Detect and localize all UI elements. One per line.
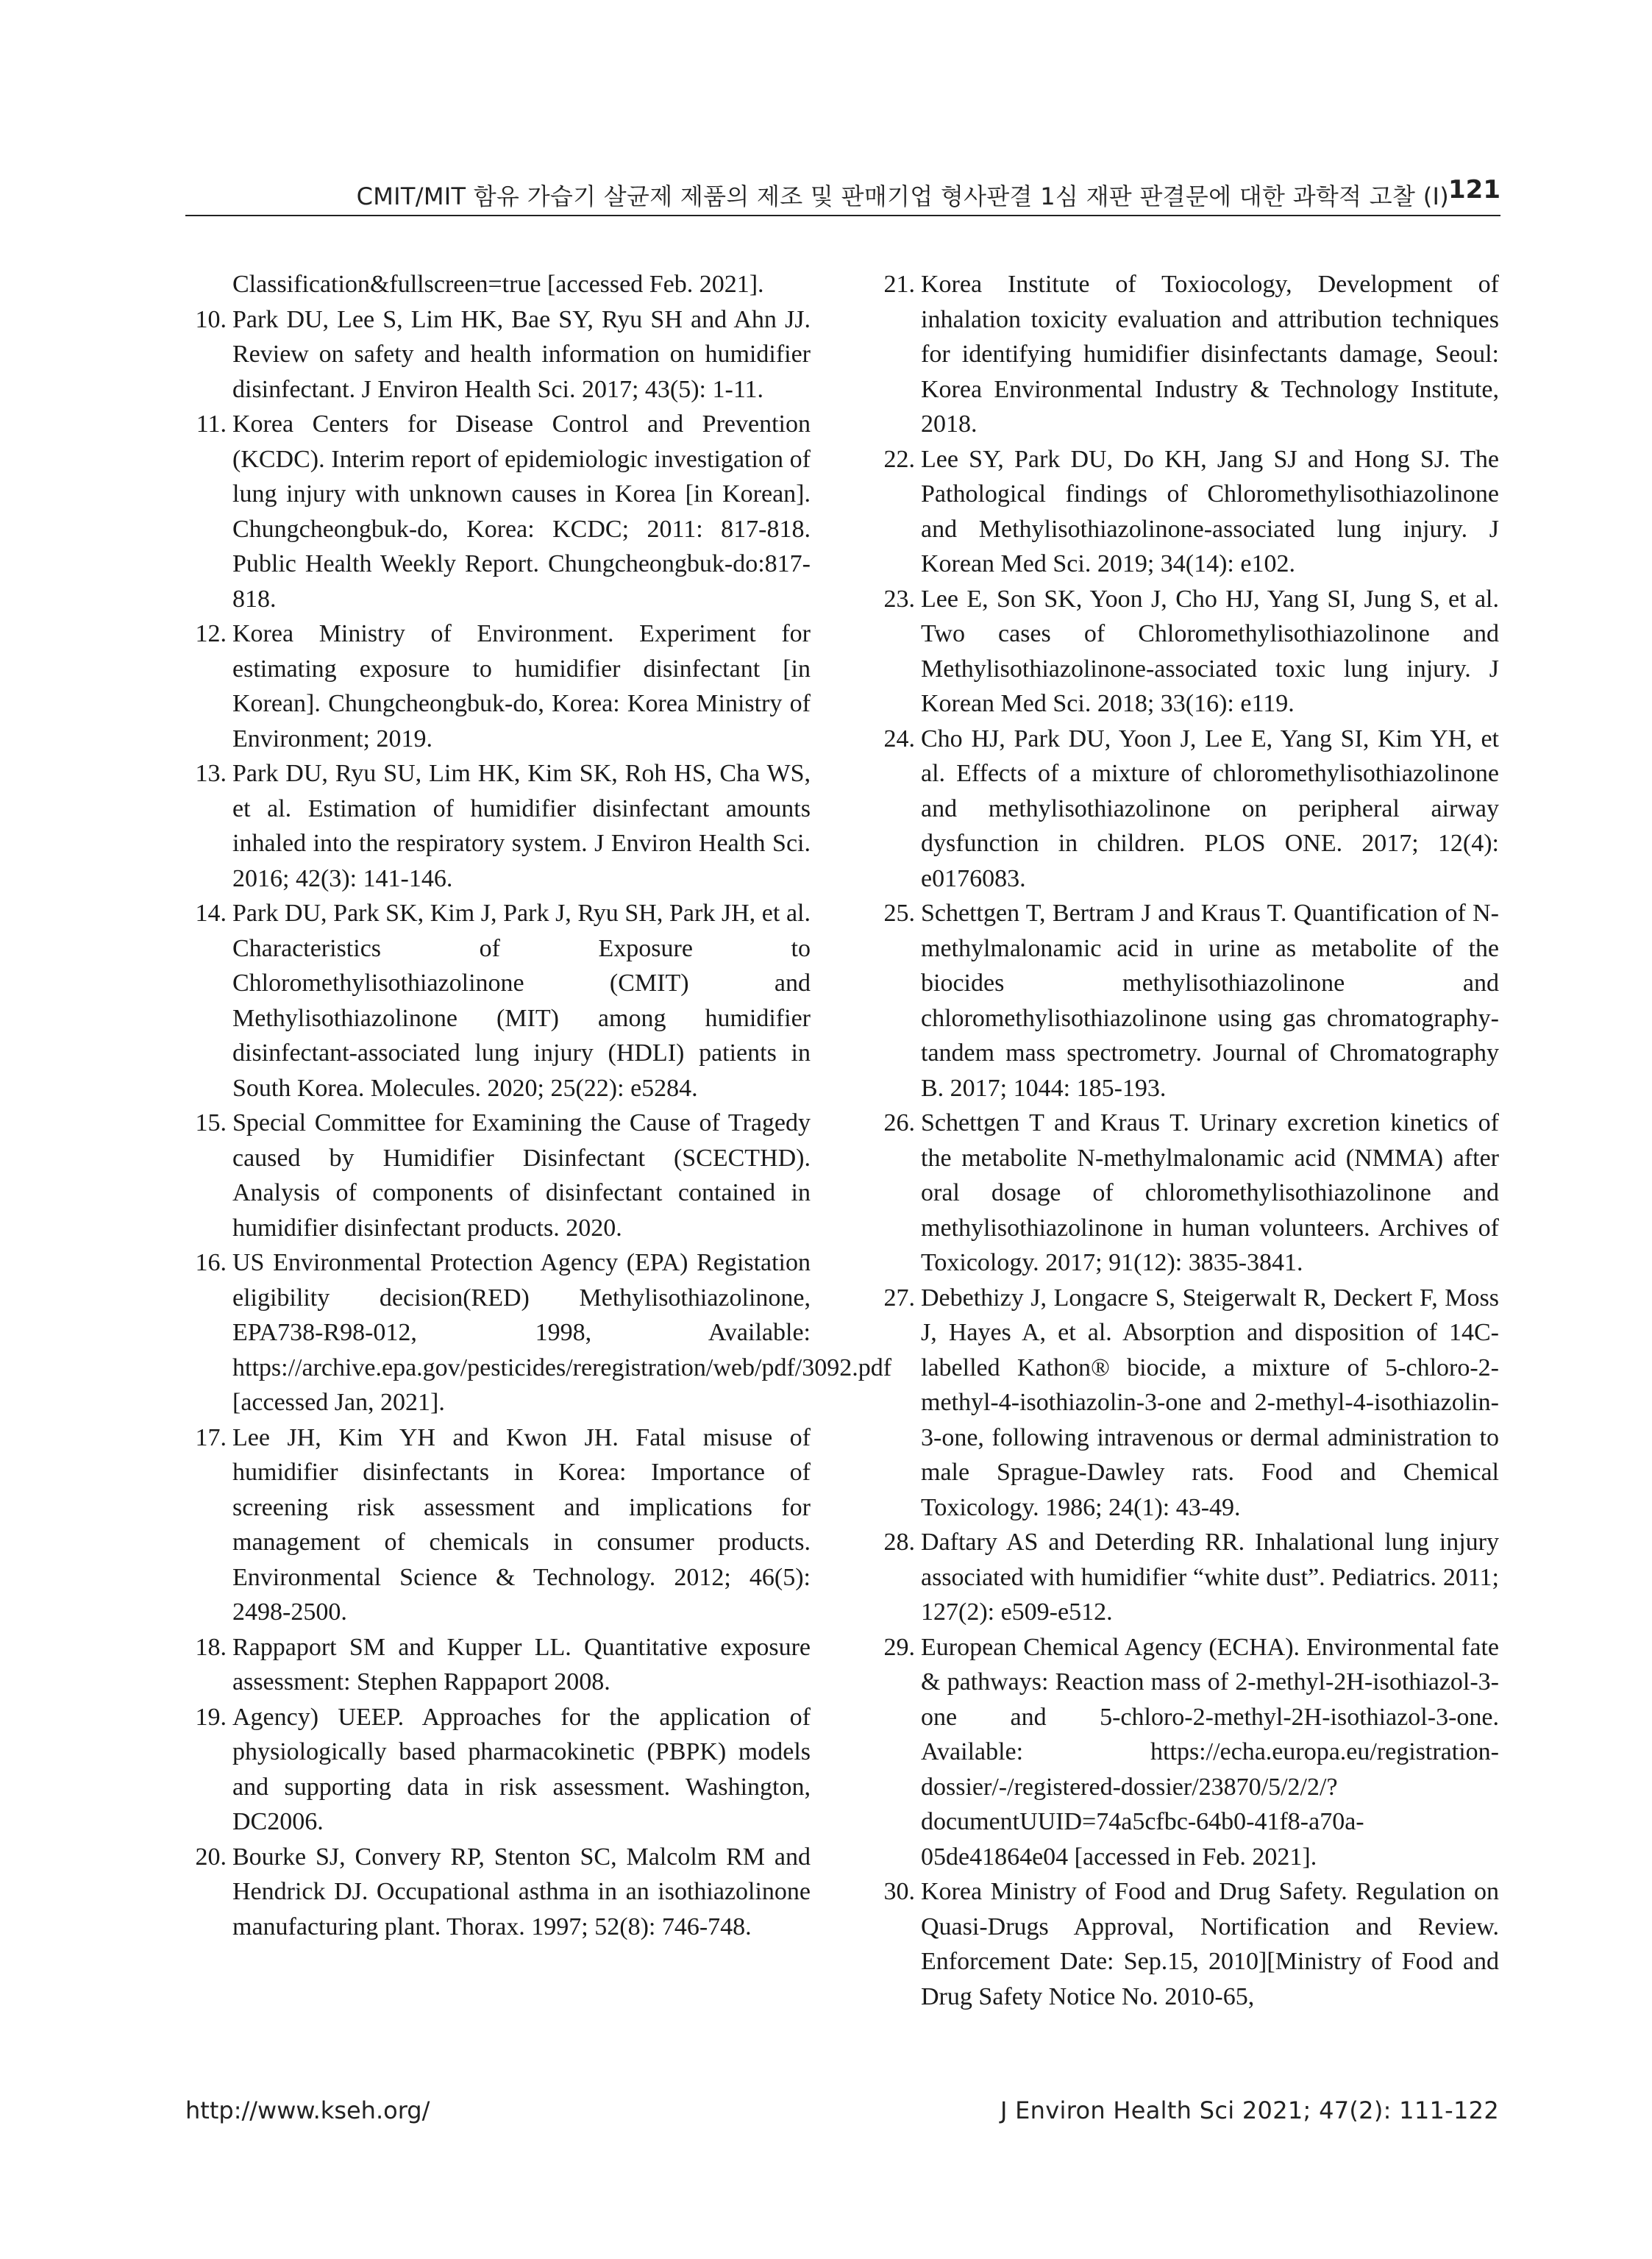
reference-number: 28. <box>883 1529 915 1556</box>
reference-number: 29. <box>883 1633 915 1661</box>
reference-number: 18. <box>195 1633 227 1661</box>
reference-text: Schettgen T and Kraus T. Urinary excretion kinetics of the metabolite N-methylmalonamic acid (NMMA) after oral dosage of chloromethylisothiazolinone and methylisothiazolinone in human volunteers. Archives of Toxicology. 2017; 91(12): 3835-3841. <box>921 1109 1499 1276</box>
reference-number: 11. <box>196 410 227 438</box>
reference-number: 26. <box>883 1109 915 1136</box>
reference-number: 21. <box>883 271 915 298</box>
footer-citation: J Environ Health Sci 2021; 47(2): 111-122 <box>1000 2096 1499 2124</box>
reference-number: 13. <box>195 760 227 787</box>
reference-number: 27. <box>883 1284 915 1312</box>
reference-item <box>185 756 811 896</box>
reference-item <box>185 896 811 1106</box>
reference-item <box>185 1630 811 1700</box>
reference-text: Korea Ministry of Food and Drug Safety. Regulation on Quasi-Drugs Approval, Nortification and Review. Enforcement Date: Sep.15, 2010][Ministry of Food and Drug Safety Notice No. 2010-65, <box>921 1878 1499 2010</box>
reference-text: European Chemical Agency (ECHA). Environmental fate & pathways: Reaction mass of 2-methyl-2H-isothiazol-3-one and 5-chloro-2-methyl-2H-isothiazol-3-one. Available: https://echa.europa.eu/registration-dossier/-/registered-dossier/23870/5/2/2/?documentUUID=74a5cfbc-64b0-41f8-a70a-05de41864e04 [accessed in Feb. 2021]. <box>921 1633 1499 1871</box>
reference-number: 22. <box>883 445 915 473</box>
references-right-column <box>874 267 1499 2014</box>
reference-text: Rappaport SM and Kupper LL. Quantitative exposure assessment: Stephen Rappaport 2008. <box>232 1633 811 1696</box>
footer-url[interactable]: http://www.kseh.org/ <box>185 2096 430 2124</box>
reference-item <box>874 267 1499 442</box>
reference-item <box>185 1420 811 1630</box>
reference-number: 16. <box>195 1249 227 1276</box>
reference-text: Special Committee for Examining the Cause of Tragedy caused by Humidifier Disinfectant (SCECTHD). Analysis of components of disinfectant contained in humidifier disinfectant products. 2020. <box>232 1109 811 1242</box>
reference-number: 14. <box>195 900 227 927</box>
reference-number: 12. <box>195 620 227 647</box>
reference-number: 30. <box>883 1878 915 1905</box>
reference-item <box>185 1840 811 1945</box>
reference-number: 24. <box>883 725 915 753</box>
reference-item <box>874 442 1499 582</box>
reference-item <box>185 302 811 408</box>
reference-item <box>874 1874 1499 2014</box>
reference-text: Debethizy J, Longacre S, Steigerwalt R, Deckert F, Moss J, Hayes A, et al. Absorption and disposition of 14C-labelled Kathon® biocide, a mixture of 5-chloro-2-methyl-4-isothiazolin-3-one and 2-methyl-4-isothiazolin-3-one, following intravenous or dermal administration to male Sprague-Dawley rats. Food and Chemical Toxicology. 1986; 24(1): 43-49. <box>921 1284 1499 1521</box>
reference-text: Bourke SJ, Convery RP, Stenton SC, Malcolm RM and Hendrick DJ. Occupational asthma in an isothiazolinone manufacturing plant. Thorax. 1997; 52(8): 746-748. <box>232 1843 811 1940</box>
reference-text: Korea Centers for Disease Control and Prevention (KCDC). Interim report of epidemiologic investigation of lung injury with unknown causes in Korea [in Korean]. Chungcheongbuk-do, Korea: KCDC; 2011: 817-818. Public Health Weekly Report. Chungcheongbuk-do:817-818. <box>232 410 811 613</box>
reference-number: 20. <box>195 1843 227 1871</box>
reference-text: Schettgen T, Bertram J and Kraus T. Quantification of N-methylmalonamic acid in urine as metabolite of the biocides methylisothiazolinone and chloromethylisothiazolinone using gas chromatography-tandem mass spectrometry. Journal of Chromatography B. 2017; 1044: 185-193. <box>921 900 1499 1102</box>
reference-text: Lee E, Son SK, Yoon J, Cho HJ, Yang SI, Jung S, et al. Two cases of Chloromethylisothiazolinone and Methylisothiazolinone-associated toxic lung injury. J Korean Med Sci. 2018; 33(16): e119. <box>921 585 1499 717</box>
reference-text: Agency) UEEP. Approaches for the application of physiologically based pharmacokinetic (PBPK) models and supporting data in risk assessment. Washington, DC2006. <box>232 1703 811 1835</box>
running-title: CMIT/MIT 함유 가습기 살균제 제품의 제조 및 판매기업 형사판결 1심 재판 판결문에 대한 과학적 고찰 (I) <box>356 182 1449 210</box>
reference-text: US Environmental Protection Agency (EPA) Registation eligibility decision(RED) Methylisothiazolinone, EPA738-R98-012, 1998, Available: https://archive.epa.gov/pesticides/reregistration/web/pdf/3092.pdf [accessed Jan, 2021]. <box>232 1249 892 1416</box>
references-left-column <box>185 267 892 1944</box>
running-header <box>185 174 1500 216</box>
reference-number: 10. <box>195 305 227 333</box>
reference-text: Cho HJ, Park DU, Yoon J, Lee E, Yang SI, Kim YH, et al. Effects of a mixture of chloromethylisothiazolinone and methylisothiazolinone on peripheral airway dysfunction in children. PLOS ONE. 2017; 12(4): e0176083. <box>921 725 1499 892</box>
reference-item <box>874 1281 1499 1526</box>
reference-text: Park DU, Ryu SU, Lim HK, Kim SK, Roh HS, Cha WS, et al. Estimation of humidifier disinfectant amounts inhaled into the respiratory system. J Environ Health Sci. 2016; 42(3): 141-146. <box>232 760 811 892</box>
reference-text: Lee SY, Park DU, Do KH, Jang SJ and Hong SJ. The Pathological findings of Chloromethylisothiazolinone and Methylisothiazolinone-associated lung injury. J Korean Med Sci. 2019; 34(14): e102. <box>921 445 1499 577</box>
reference-item <box>185 1700 811 1840</box>
reference-number: 25. <box>883 900 915 927</box>
reference-text: Classification&fullscreen=true [accessed Feb. 2021]. <box>232 271 764 298</box>
reference-item <box>185 616 811 756</box>
reference-item <box>185 407 811 616</box>
reference-number: 17. <box>195 1423 227 1451</box>
reference-item <box>185 1245 892 1420</box>
reference-number: 19. <box>195 1703 227 1731</box>
page-number: 121 <box>1448 175 1500 204</box>
reference-item <box>185 1106 811 1245</box>
reference-continuation <box>185 267 811 302</box>
reference-item <box>874 896 1499 1106</box>
reference-text: Lee JH, Kim YH and Kwon JH. Fatal misuse of humidifier disinfectants in Korea: Importance of screening risk assessment and implications for management of chemicals in consumer products. Environmental Science & Technology. 2012; 46(5): 2498-2500. <box>232 1423 811 1626</box>
reference-text: Daftary AS and Deterding RR. Inhalational lung injury associated with humidifier “white dust”. Pediatrics. 2011; 127(2): e509-e512. <box>921 1529 1499 1626</box>
reference-text: Park DU, Park SK, Kim J, Park J, Ryu SH, Park JH, et al. Characteristics of Exposure to Chloromethylisothiazolinone (CMIT) and Methylisothiazolinone (MIT) among humidifier disinfectant-associated lung injury (HDLI) patients in South Korea. Molecules. 2020; 25(22): e5284. <box>232 900 811 1102</box>
reference-item <box>874 722 1499 897</box>
reference-text: Park DU, Lee S, Lim HK, Bae SY, Ryu SH and Ahn JJ. Review on safety and health information on humidifier disinfectant. J Environ Health Sci. 2017; 43(5): 1-11. <box>232 305 811 403</box>
reference-item <box>874 582 1499 722</box>
reference-number: 23. <box>883 585 915 613</box>
reference-text: Korea Ministry of Environment. Experiment for estimating exposure to humidifier disinfectant [in Korean]. Chungcheongbuk-do, Korea: Korea Ministry of Environment; 2019. <box>232 620 811 753</box>
reference-text: Korea Institute of Toxiocology, Development of inhalation toxicity evaluation and attribution techniques for identifying humidifier disinfectants damage, Seoul: Korea Environmental Industry & Technology Institute, 2018. <box>921 271 1499 438</box>
reference-item <box>874 1525 1499 1630</box>
reference-item <box>874 1106 1499 1281</box>
reference-number: 15. <box>195 1109 227 1136</box>
reference-item <box>874 1630 1499 1875</box>
